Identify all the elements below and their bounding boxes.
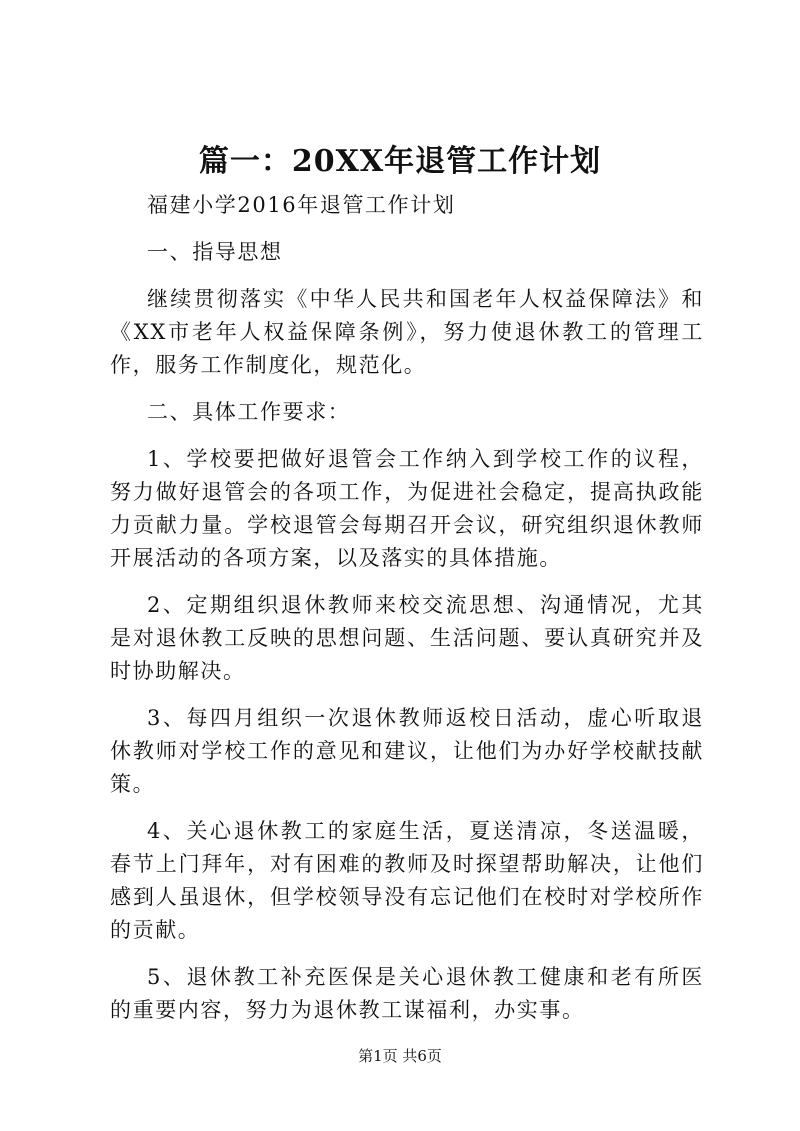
paragraph-guiding-thought-text: 继续贯彻落实《中华人民共和国老年人权益保障法》和《XX市老年人权益保障条例》，努力使退休教工的管理工作，服务工作制度化，规范化。 bbox=[110, 287, 704, 377]
paragraph-requirement-4: 4、关心退休教工的家庭生活，夏送清凉，冬送温暖，春节上门拜年，对有困难的教师及时探望帮助解决，让他们感到人虽退休，但学校领导没有忘记他们在校时对学校所作的贡献。 bbox=[110, 819, 704, 942]
page-number-footer: 第1页 共6页 bbox=[358, 1047, 442, 1065]
document-title: 篇一：20XX年退管工作计划 bbox=[198, 144, 602, 179]
paragraph-school-plan-heading: 福建小学2016年退管工作计划 bbox=[147, 193, 456, 217]
paragraph-section-guiding-thought: 一、指导思想 bbox=[147, 240, 283, 264]
paragraph-requirement-1: 1、学校要把做好退管会工作纳入到学校工作的议程，努力做好退管会的各项工作，为促进社会稳定，提高执政能力贡献力量。学校退管会每期召开会议，研究组织退休教师开展活动的各项方案，以及落实的具体措施。 bbox=[110, 447, 704, 570]
document-body bbox=[110, 189, 704, 1041]
paragraph-requirement-3: 3、每四月组织一次退休教师返校日活动，虚心听取退休教师对学校工作的意见和建议，让他们为办好学校献技献策。 bbox=[110, 706, 704, 796]
paragraph-section-work-requirements: 二、具体工作要求： bbox=[147, 400, 351, 424]
paragraph-requirement-2: 2、定期组织退休教师来校交流思想、沟通情况，尤其是对退休教工反映的思想问题、生活问题、要认真研究并及时协助解决。 bbox=[110, 593, 704, 683]
paragraph-requirement-5: 5、退休教工补充医保是关心退休教工健康和老有所医的重要内容，努力为退休教工谋福利，办实事。 bbox=[110, 965, 704, 1022]
